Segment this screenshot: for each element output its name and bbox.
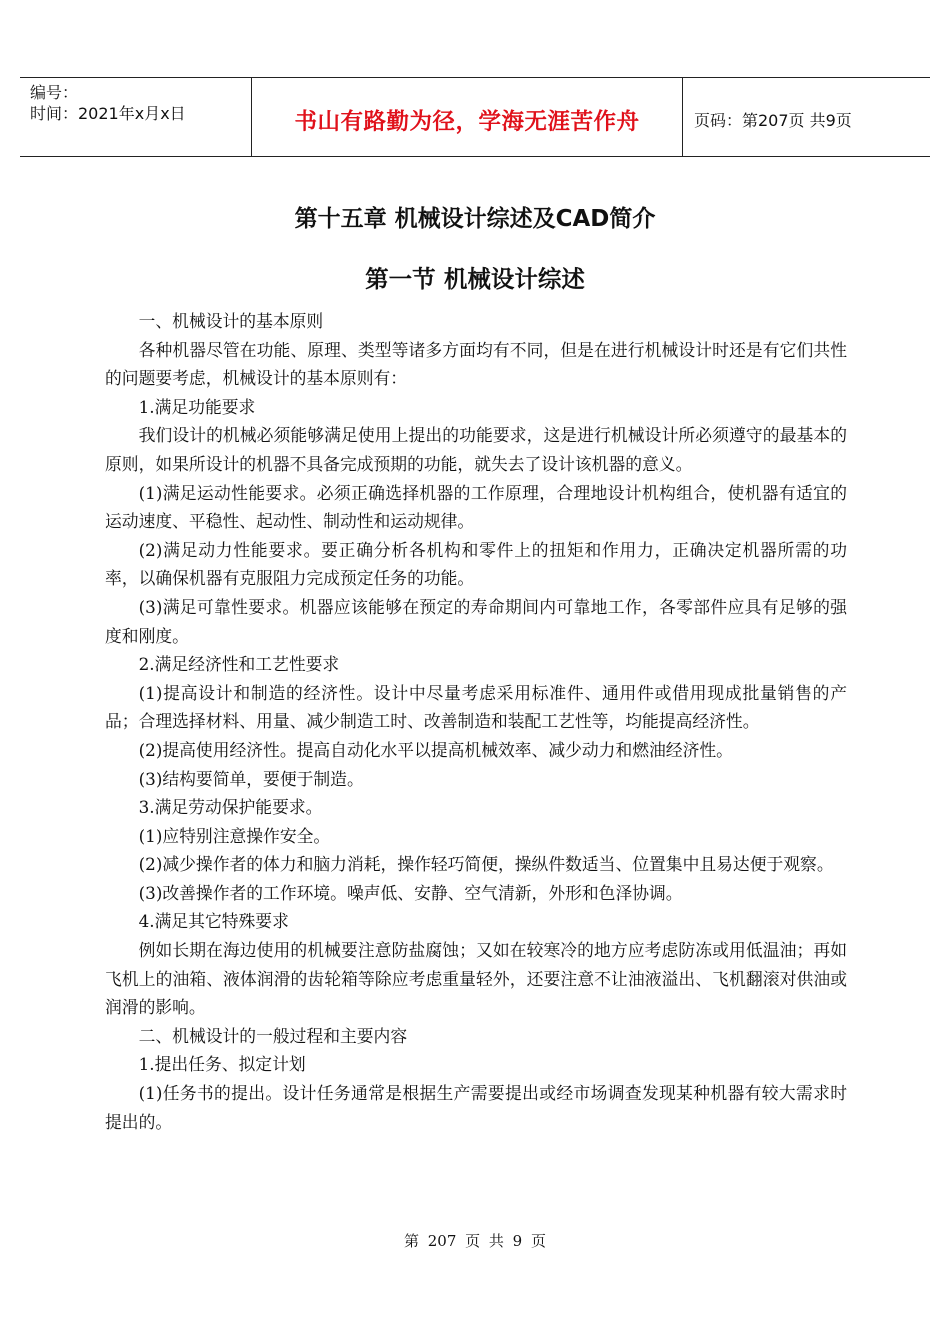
- paragraph: (1)应特别注意操作安全。: [138, 825, 331, 846]
- header-meta: [30, 82, 186, 124]
- page-footer: 第 207 页 共 9 页: [403, 1232, 546, 1250]
- paragraph: 2.满足经济性和工艺性要求: [138, 654, 340, 675]
- paragraph: 4.满足其它特殊要求: [138, 911, 289, 932]
- paragraph: (1)任务书的提出。设计任务通常是根据生产需要提出或经市场调查发现某种机器有较大需求时提出的。: [105, 1083, 847, 1132]
- document-number-label: 编号：: [30, 83, 79, 102]
- paragraph: (2)提高使用经济性。提高自动化水平以提高机械效率、减少动力和燃油经济性。: [138, 739, 733, 760]
- section-title: 第一节 机械设计综述: [365, 265, 585, 293]
- header-divider: [682, 78, 683, 156]
- header-page-info: 页码：第207页 共9页: [694, 111, 852, 130]
- paragraph: 二、机械设计的一般过程和主要内容: [138, 1025, 408, 1046]
- paragraph: (2)减少操作者的体力和脑力消耗，操作轻巧简便，操纵件数适当、位置集中且易达便于观察。: [138, 854, 834, 875]
- paragraph: (1)提高设计和制造的经济性。设计中尽量考虑采用标准件、通用件或借用现成批量销售的产品；合理选择材料、用量、减少制造工时、改善制造和装配工艺性等，均能提高经济性。: [105, 682, 847, 732]
- paragraph: 3.满足劳动保护能要求。: [138, 797, 323, 818]
- paragraph: 1.提出任务、拟定计划: [138, 1054, 306, 1075]
- header-table: [20, 77, 930, 157]
- paragraph: 各种机器尽管在功能、原理、类型等诸多方面均有不同，但是在进行机械设计时还是有它们共性的问题要考虑，机械设计的基本原则有：: [105, 339, 847, 389]
- paragraph: (1)满足运动性能要求。必须正确选择机器的工作原理，合理地设计机构组合，使机器有适宜的运动速度、平稳性、起动性、制动性和运动规律。: [105, 482, 847, 532]
- header-motto: 书山有路勤为径，学海无涯苦作舟: [294, 109, 640, 135]
- chapter-title: 第十五章 机械设计综述及CAD简介: [294, 206, 656, 232]
- paragraph: 我们设计的机械必须能够满足使用上提出的功能要求，这是进行机械设计所必须遵守的最基本的原则，如果所设计的机器不具备完成预期的功能，就失去了设计该机器的意义。: [105, 425, 847, 474]
- paragraph: (3)改善操作者的工作环境。噪声低、安静、空气清新，外形和色泽协调。: [138, 882, 683, 903]
- paragraph: 例如长期在海边使用的机械要注意防盐腐蚀；又如在较寒冷的地方应考虑防冻或用低温油；再如飞机上的油箱、液体润滑的齿轮箱等除应考虑重量轻外，还要注意不让油液溢出、飞机翻滚对供油或润滑的影响。: [105, 940, 847, 1018]
- paragraph: 1.满足功能要求: [138, 396, 256, 417]
- document-time-label: 时间：2021年x月x日: [30, 104, 186, 123]
- paragraph: (2)满足动力性能要求。要正确分析各机构和零件上的扭矩和作用力，正确决定机器所需的功率，以确保机器有克服阻力完成预定任务的功能。: [105, 539, 847, 589]
- document-body: [105, 307, 847, 1136]
- paragraph: 一、机械设计的基本原则: [138, 311, 324, 331]
- paragraph: (3)结构要简单，要便于制造。: [138, 768, 364, 789]
- paragraph: (3)满足可靠性要求。机器应该能够在预定的寿命期间内可靠地工作，各零部件应具有足够的强度和刚度。: [105, 596, 847, 646]
